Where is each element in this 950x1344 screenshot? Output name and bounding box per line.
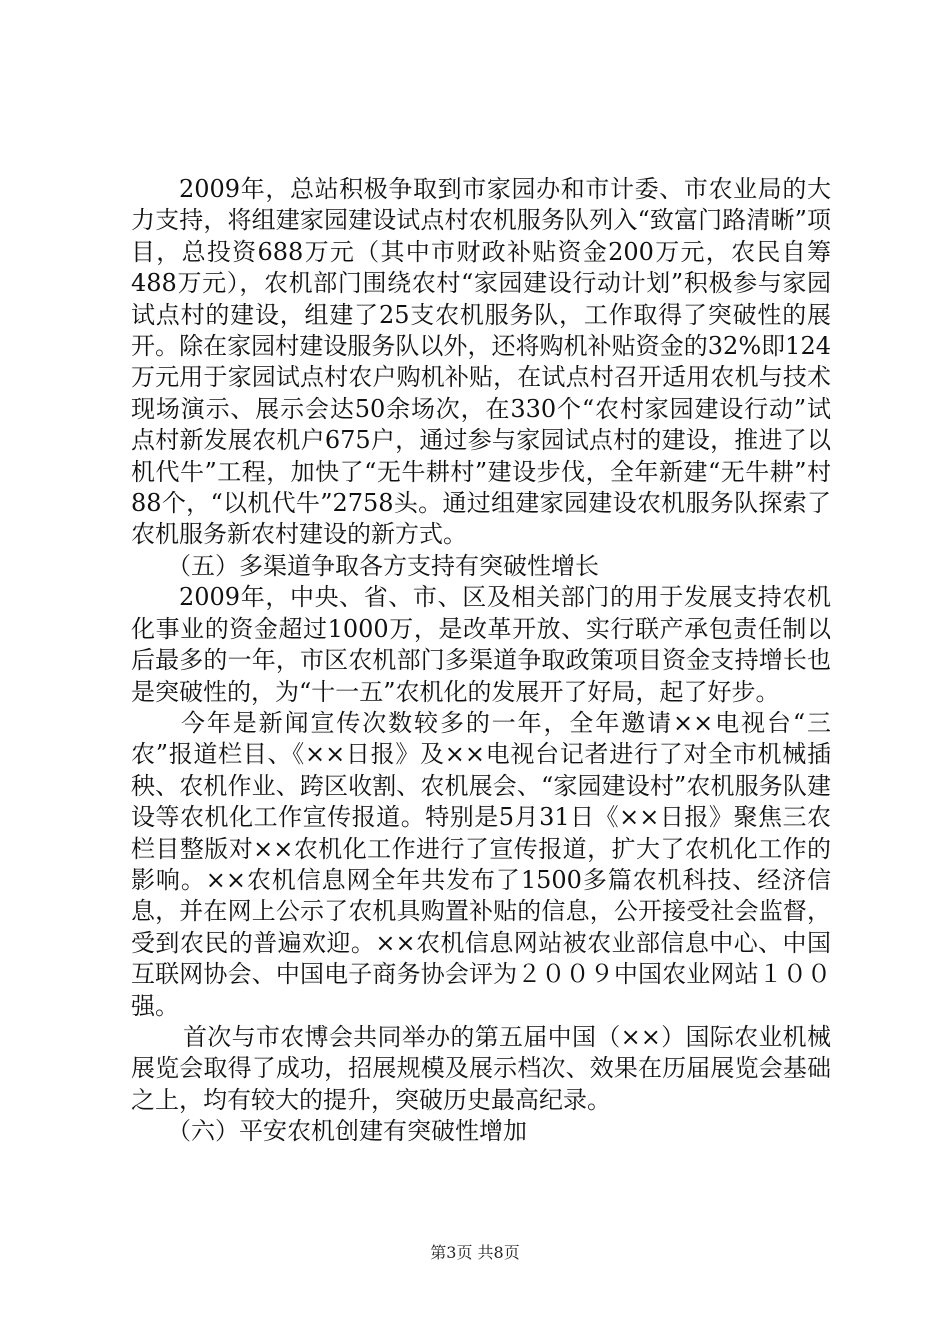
page-number-footer: 第3页 共8页 bbox=[430, 1243, 520, 1262]
section-heading-6: （六）平安农机创建有突破性增加 bbox=[167, 1117, 527, 1146]
section-heading-5: （五）多渠道争取各方支持有突破性增长 bbox=[167, 551, 599, 580]
paragraph-news-publicity: 今年是新闻宣传次数较多的一年，全年邀请××电视台“三农”报道栏目、《××日报》及××电视台记者进行了对全市机械插秧、农机作业、跨区收割、农机展会、“家园建设村”农机服务队建设等农机化工作宣传报道。特别是5月31日《××日报》聚焦三农栏目整版对××农机化工作进行了宣传报道，扩大了农机化工作的影响。××农机信息网全年共发布了1500多篇农机科技、经济信息，并在网上公示了农机具购置补贴的信息，公开接受社会监督，受到农民的普遍欢迎。××农机信息网站被农业部信息中心、中国互联网协会、中国电子商务协会评为２００９中国农业网站１００强。 bbox=[131, 708, 831, 1020]
paragraph-home-service-teams: 2009年，总站积极争取到市家园办和市计委、市农业局的大力支持，将组建家园建设试点村农机服务队列入“致富门路清晰”项目，总投资688万元（其中市财政补贴资金200万元，农民自筹488万元），农机部门围绕农村“家园建设行动计划”积极参与家园试点村的建设，组建了25支农机服务队，工作取得了突破性的展开。除在家园村建设服务队以外，还将购机补贴资金的32%即124万元用于家园试点村农户购机补贴，在试点村召开适用农机与技术现场演示、展示会达50余场次，在330个“农村家园建设行动”试点村新发展农机户675户，通过参与家园试点村的建设，推进了以机代牛”工程，加快了“无牛耕村”建设步伐，全年新建“无牛耕”村88个，“以机代牛”2758头。通过组建家园建设农机服务队探索了农机服务新农村建设的新方式。 bbox=[131, 175, 831, 549]
paragraph-machinery-expo: 首次与市农博会共同举办的第五届中国（××）国际农业机械展览会取得了成功，招展规模及展示档次、效果在历届展览会基础之上，均有较大的提升，突破历史最高纪录。 bbox=[131, 1022, 831, 1114]
document-body bbox=[131, 174, 831, 1148]
paragraph-funding-growth: 2009年，中央、省、市、区及相关部门的用于发展支持农机化事业的资金超过1000万，是改革开放、实行联产承包责任制以后最多的一年，市区农机部门多渠道争取政策项目资金支持增长也是突破性的，为“十一五”农机化的发展开了好局，起了好步。 bbox=[131, 583, 831, 706]
